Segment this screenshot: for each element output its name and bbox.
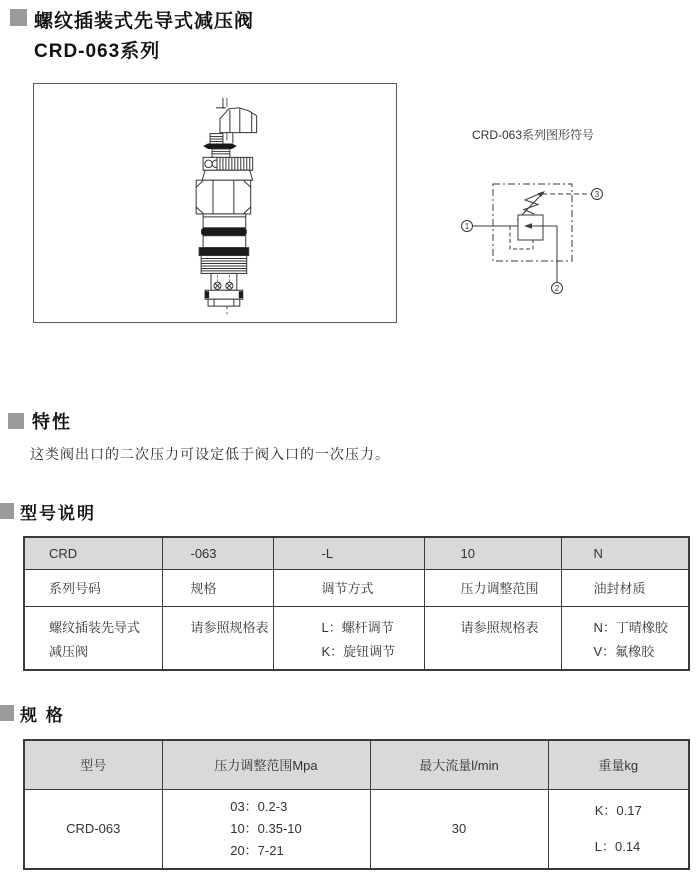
model-code-seal: N bbox=[561, 537, 689, 569]
specs-marker-square bbox=[0, 705, 14, 721]
features-body-text: 这类阀出口的二次压力可设定低于阀入口的一次压力。 bbox=[30, 446, 390, 462]
specs-data-row bbox=[24, 789, 689, 869]
page-title: 螺纹插装式先导式减压阀 bbox=[34, 11, 255, 32]
spec-col-weight: 重量kg bbox=[548, 740, 689, 789]
model-code-crd: CRD bbox=[24, 537, 162, 569]
model-code-size: -063 bbox=[162, 537, 273, 569]
spec-weight-value: K：0.17 L：0.14 bbox=[548, 789, 689, 869]
hydraulic-symbol bbox=[440, 180, 620, 300]
specs-table bbox=[23, 739, 690, 870]
hydraulic-symbol-icon bbox=[440, 180, 620, 300]
spec-col-flow: 最大流量l/min bbox=[370, 740, 548, 789]
label-size: 规格 bbox=[162, 569, 273, 606]
detail-size: 请参照规格表 bbox=[162, 606, 273, 670]
detail-series: 螺纹插装先导式 减压阀 bbox=[24, 606, 162, 670]
detail-adjust: L：螺杆调节 K：旋钮调节 bbox=[273, 606, 424, 670]
port-2-label: 2 bbox=[554, 284, 560, 293]
port-3-label: 3 bbox=[594, 190, 600, 199]
spec-model-value: CRD-063 bbox=[24, 789, 162, 869]
detail-seal: N：丁晴橡胶 V：氟橡胶 bbox=[561, 606, 689, 670]
model-table-label-row bbox=[24, 569, 689, 606]
detail-range: 请参照规格表 bbox=[424, 606, 561, 670]
features-marker-square bbox=[8, 413, 24, 429]
model-heading: 型号说明 bbox=[20, 504, 96, 523]
model-code-adjust: -L bbox=[273, 537, 424, 569]
label-series: 系列号码 bbox=[24, 569, 162, 606]
model-table-detail-row bbox=[24, 606, 689, 670]
model-marker-square bbox=[0, 503, 14, 519]
specs-heading: 规 格 bbox=[20, 706, 65, 725]
valve-drawing-box bbox=[33, 83, 397, 323]
symbol-caption: CRD-063系列图形符号 bbox=[472, 128, 595, 142]
model-table-header-row bbox=[24, 537, 689, 569]
spec-col-pressure: 压力调整范围Mpa bbox=[162, 740, 370, 789]
port-1-label: 1 bbox=[464, 222, 470, 231]
label-seal: 油封材质 bbox=[561, 569, 689, 606]
specs-header-row bbox=[24, 740, 689, 789]
model-code-range: 10 bbox=[424, 537, 561, 569]
valve-drawing-icon bbox=[34, 84, 396, 322]
model-code-table bbox=[23, 536, 690, 671]
spec-col-model: 型号 bbox=[24, 740, 162, 789]
title-marker-square bbox=[10, 9, 27, 26]
page-subtitle-series: CRD-063系列 bbox=[34, 41, 161, 62]
spec-flow-value: 30 bbox=[370, 789, 548, 869]
label-range: 压力调整范围 bbox=[424, 569, 561, 606]
label-adjust: 调节方式 bbox=[273, 569, 424, 606]
spec-pressure-value: 03：0.2-3 10：0.35-10 20：7-21 bbox=[162, 789, 370, 869]
features-heading: 特性 bbox=[32, 412, 72, 432]
